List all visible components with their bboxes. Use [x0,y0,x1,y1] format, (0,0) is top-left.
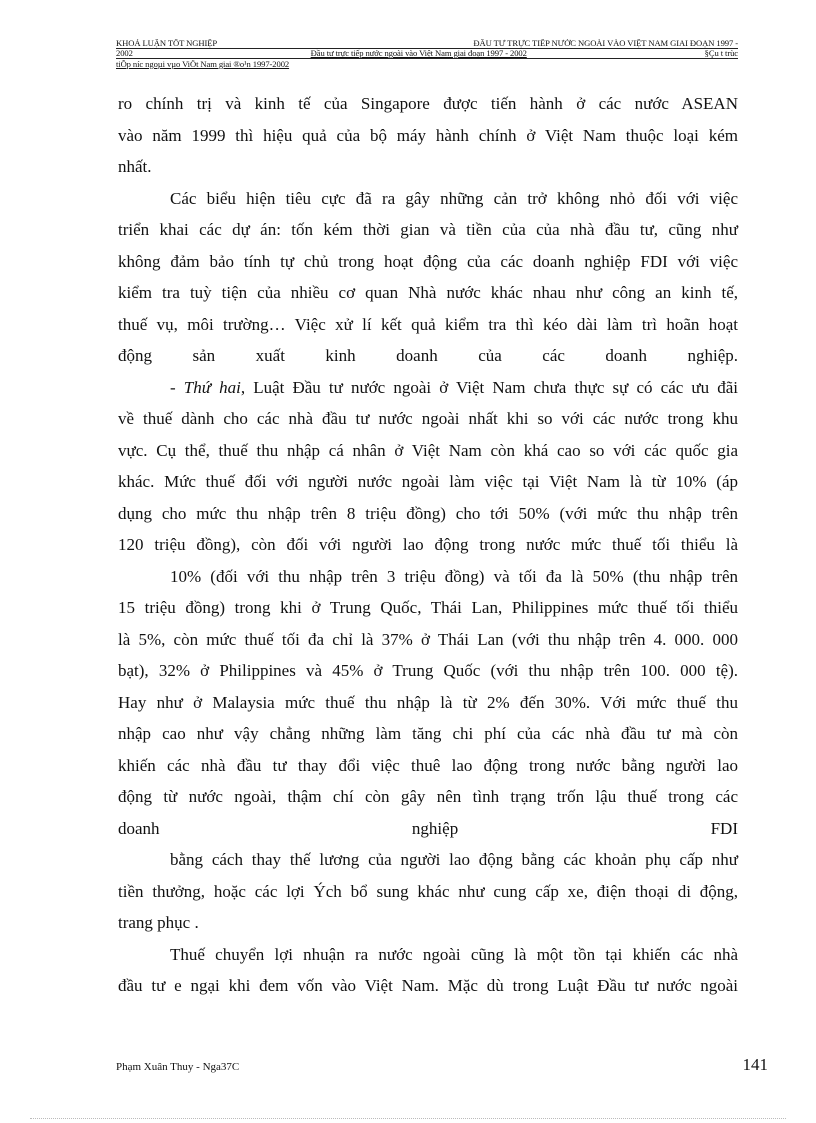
running-header-line-3 [116,60,738,69]
text-line: nhất. [118,157,152,176]
emphasis-thu-hai: Thứ hai [183,377,241,397]
text-line: tiền thưởng, hoặc các lợi Ých bổ sung khác như cung cấp xe, điện thoại di động, [118,881,738,901]
text-line [170,372,738,404]
text-line: về thuế dành cho các nhà đầu tư nước ngoài nhất khi so với các nước trong khu [118,409,738,428]
text-line: vào năm 1999 thì hiệu quả của bộ máy hành chính ở Việt Nam thuộc loại kém [118,125,738,145]
header-right: ĐẦU TƯ TRỰC TIẾP NƯỚC NGOÀI VÀO VIỆT NAM GIAI ĐOẠN 1997 - [473,39,738,48]
header-line2-right: §Çu t trùc [704,49,738,58]
text-line: động từ nước ngoài, thậm chí còn gây nên tình trạng trốn lậu thuế trong các [118,787,738,806]
text-line-rest: , Luật Đầu tư nước ngoài ở Việt Nam chưa thực sự có các ưu đãi [240,377,739,397]
text-line: 120 triệu đồng), còn đối với người lao động trong nước mức thuế tối thiểu là [118,535,738,554]
text-line: bạt), 32% ở Philippines và 45% ở Trung Quốc (với thu nhập trên 100. 000 tệ). [118,661,738,680]
text-line: Hay như ở Malaysia mức thuế thu nhập là từ 2% đến 30%. Với mức thuế thu [118,692,738,712]
page-number: 141 [742,1055,768,1074]
text-line: là 5%, còn mức thuế tối đa chỉ là 37% ở Thái Lan (với thu nhập trên 4. 000. 000 [118,629,738,649]
header-line3: tiÕp níc ngoµi vµo ViÖt Nam giai ®o¹n 1997-2002 [116,60,290,69]
text-line: động sản xuất kinh doanh của các doanh nghiệp. [118,346,738,365]
text-line: doanh nghiệp FDI [118,818,738,838]
text-line: vực. Cụ thể, thuế thu nhập cá nhân ở Việt Nam còn khá cao so với các quốc gia [118,440,738,460]
text-line: trang phục . [118,913,199,932]
text-line: triển khai các dự án: tốn kém thời gian và tiền của của nhà đầu tư, cũng như [118,220,738,239]
text-line: kiểm tra tuỳ tiện của nhiều cơ quan Nhà nước khác nhau như công an kinh tế, [118,283,738,302]
running-header-line-2 [116,49,738,59]
text-line: khiến các nhà đầu tư thay đổi việc thuê lao động trong nước bằng người lao [118,755,738,775]
page-footer [116,1055,768,1075]
header-left: KHOÁ LUẬN TỐT NGHIỆP [116,39,218,48]
footer-author: Phạm Xuân Thuy - Nga37C [116,1061,240,1073]
text-line: dụng cho mức thu nhập trên 8 triệu đồng) cho tới 50% (với mức thu nhập trên [118,503,738,523]
body-text [118,88,739,1002]
text-line: bằng cách thay thế lương của người lao động bằng các khoản phụ cấp như [170,850,738,869]
text-line: Các biểu hiện tiêu cực đã ra gây những cản trở không nhỏ đối với việc [170,188,738,208]
text-line: ro chính trị và kinh tế của Singapore được tiến hành ở các nước ASEAN [118,94,738,113]
text-line: 15 triệu đồng) trong khi ở Trung Quốc, Thái Lan, Philippines mức thuế tối thiểu [118,598,738,617]
text-line: khác. Mức thuế đối với người nước ngoài làm việc tại Việt Nam là từ 10% (áp [118,472,738,491]
text-line: nhập cao như vậy chẳng những làm tăng chi phí của các nhà đầu tư mà còn [118,724,738,743]
text-line: không đảm bảo tính tự chủ trong hoạt động của các doanh nghiệp FDI với việc [118,251,738,271]
text-line: Thuế chuyển lợi nhuận ra nước ngoài cũng là một tồn tại khiến các nhà [170,944,738,964]
header-line2-mid: Đầu tư trực tiếp nước ngoài vào Việt Nam giai đoạn 1997 - 2002 [310,49,527,58]
list-dash: - [170,377,184,397]
running-header [116,39,738,49]
text-line: đầu tư e ngại khi đem vốn vào Việt Nam. Mặc dù trong Luật Đầu tư nước ngoài [118,976,738,995]
text-line: thuế vụ, môi trường… Việc xử lí kết quả kiểm tra thì kéo dài làm trì hoãn hoạt [118,314,738,334]
page-bottom-divider [30,1118,786,1119]
header-line2-left: 2002 [116,49,133,58]
text-line: 10% (đối với thu nhập trên 3 triệu đồng) và tối đa là 50% (thu nhập trên [170,566,738,586]
